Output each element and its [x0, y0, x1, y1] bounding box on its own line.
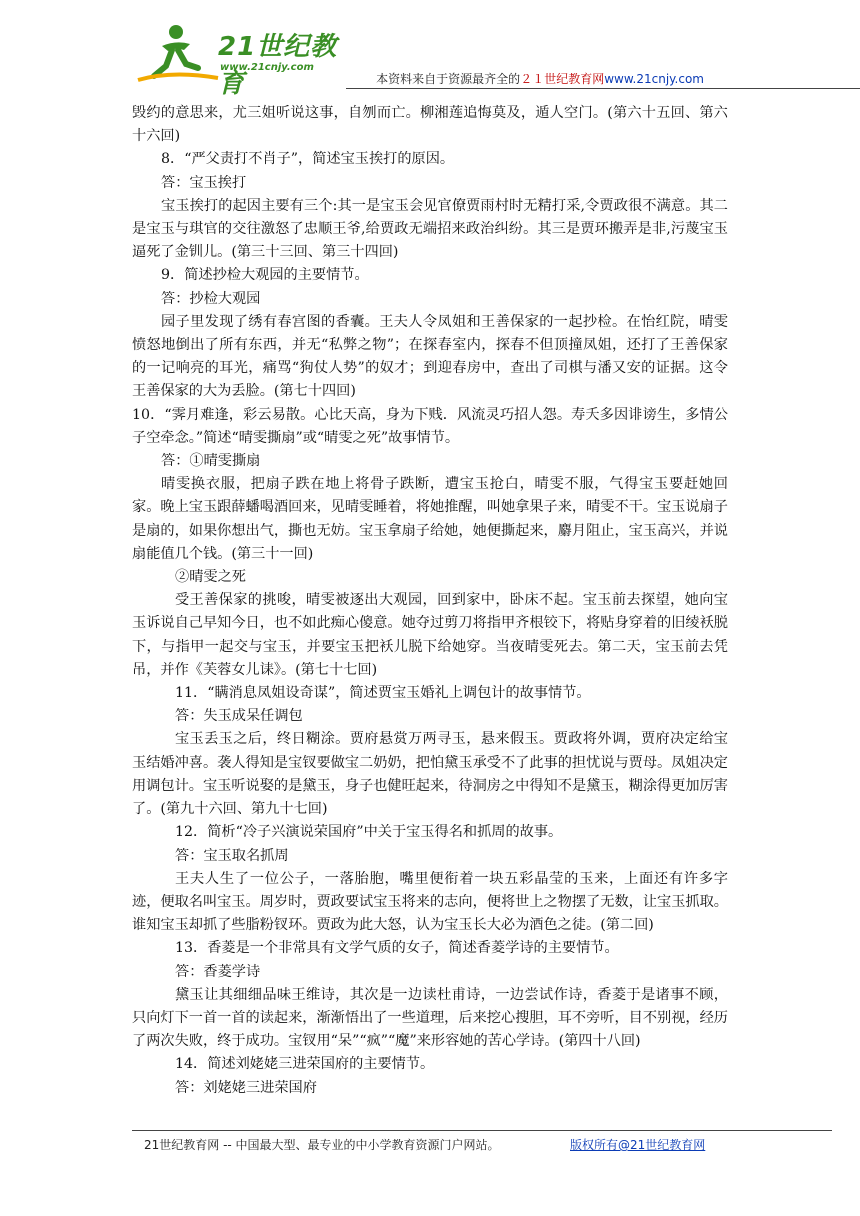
footer-divider — [132, 1130, 832, 1131]
answer-title: 答：宝玉挨打 — [161, 174, 247, 191]
logo-text: 21世纪教育 — [218, 32, 338, 99]
answer-title: 答：宝玉取名抓周 — [175, 847, 289, 864]
answer-text: 园子里发现了绣有春宫图的香囊。王夫人令凤姐和王善保家的一起抄检。在怡红院，晴雯愤怒地倒出了所有东西，并无“私弊之物”；在探春室内，探春不但顶撞凤姐，还打了王善保家的一记响亮的耳光，痛骂“狗仗人势”的奴才；到迎春房中，查出了司棋与潘又安的证据。这令王善保家的大为丢脸。(第七十四回) — [132, 313, 728, 400]
answer-title: 答：刘姥姥三进荣国府 — [175, 1079, 317, 1096]
answer-title: ②晴雯之死 — [175, 569, 246, 586]
logo-url: www.21cnjy.com — [220, 62, 314, 73]
question: 10．“霁月难逢，彩云易散。心比天高，身为下贱．风流灵巧招人怨。寿夭多因诽谤生，多情公子空牵念。”简述“晴雯撕扇”或“晴雯之死”故事情节。 — [132, 406, 728, 446]
question: 13．香菱是一个非常具有文学气质的女子，简述香菱学诗的主要情节。 — [175, 940, 619, 957]
header-note-prefix: 本资料来自于资源最齐全的 — [376, 72, 521, 86]
paragraph: 毁约的意思来，尤三姐听说这事，自刎而亡。柳湘莲追悔莫及，遁人空门。(第六十五回、第六十六回) — [132, 105, 728, 145]
question: 8．“严父责打不肖子”，简述宝玉挨打的原因。 — [161, 151, 455, 168]
header-site-name[interactable]: ２１世纪教育网 — [520, 72, 605, 86]
header-divider — [346, 88, 860, 89]
answer-text: 宝玉丢玉之后，终日糊涂。贾府悬赏万两寻玉，悬来假玉。贾政将外调，贾府决定给宝玉结婚冲喜。袭人得知是宝钗要做宝二奶奶，把怕黛玉承受不了此事的担忧说与贾母。凤姐决定用调包计。宝玉听说娶的是黛玉，身子也健旺起来，待洞房之中得知不是黛玉，糊涂得更加厉害了。(第九十六回、第九十七回) — [132, 731, 728, 818]
answer-text: 受王善保家的挑唆，晴雯被逐出大观园，回到家中，卧床不起。宝玉前去探望，她向宝玉诉说自己早知今日，也不如此痴心傻意。她夺过剪刀将指甲齐根铰下，将贴身穿着的旧绫袄脱下，与指甲一起交与宝玉，并要宝玉把袄儿脱下给她穿。当夜晴雯死去。第二天，宝玉前去凭吊，并作《芙蓉女儿诔》。(第七十七回) — [132, 592, 728, 678]
question: 9．简述抄检大观园的主要情节。 — [161, 267, 369, 284]
question: 11．“瞒消息凤姐设奇谋”，简述贾宝玉婚礼上调包计的故事情节。 — [175, 685, 591, 702]
document-body — [132, 102, 728, 1100]
answer-text: 黛玉让其细细品味王维诗，其次是一边读杜甫诗，一边尝试作诗，香菱于是诸事不顾，只向灯下一首一首的读起来，渐渐悟出了一些道理，后来挖心搜胆，耳不旁听，目不别视，经历了两次失败，终于成功。宝钗用“呆”“疯”“魔”来形容她的苦心学诗。(第四十八回) — [132, 986, 728, 1050]
answer-text: 王夫人生了一位公子，一落胎胞，嘴里便衔着一块五彩晶莹的玉来，上面还有许多字迹，便取名叫宝玉。周岁时，贾政要试宝玉将来的志向，便将世上之物摆了无数，让宝玉抓取。谁知宝玉却抓了些脂粉钗环。贾政为此大怒，认为宝玉长大必为酒色之徒。(第二回) — [132, 870, 728, 934]
answer-title: 答：香菱学诗 — [175, 963, 261, 980]
question: 14．简述刘姥姥三进荣国府的主要情节。 — [175, 1056, 435, 1073]
header-note — [376, 70, 704, 87]
answer-title: 答：失玉成呆任调包 — [175, 708, 303, 725]
question: 12．简析“冷子兴演说荣国府”中关于宝玉得名和抓周的故事。 — [175, 824, 563, 841]
header-site-url[interactable]: www.21cnjy.com — [604, 72, 704, 86]
page-header — [132, 20, 832, 99]
running-figure-icon — [132, 20, 222, 86]
logo — [132, 20, 342, 99]
footer-text: 21世纪教育网 -- 中国最大型、最专业的中小学教育资源门户网站。 — [144, 1138, 500, 1152]
answer-title: 答：①晴雯撕扇 — [161, 453, 261, 470]
answer-text: 宝玉挨打的起因主要有三个:其一是宝玉会见官僚贾雨村时无精打采,令贾政很不满意。其二是宝玉与琪官的交往激怒了忠顺王爷,给贾政无端招来政治纠纷。其三是贾环搬弄是非,污蔑宝玉逼死了金钏儿。(第三十三回、第三十四回) — [132, 197, 728, 261]
copyright-link[interactable]: 版权所有@21世纪教育网 — [570, 1138, 706, 1152]
answer-text: 晴雯换衣服，把扇子跌在地上将骨子跌断，遭宝玉抢白，晴雯不服，气得宝玉要赶她回家。晚上宝玉跟薛蟠喝酒回来，见晴雯睡着，将她推醒，叫她拿果子来，晴雯不干。宝玉说扇子是扇的，如果你想出气，撕也无妨。宝玉拿扇子给她，她便撕起来，麝月阻止，宝玉高兴，并说扇能值几个钱。(第三十一回) — [132, 476, 728, 562]
answer-title: 答：抄检大观园 — [161, 290, 261, 307]
